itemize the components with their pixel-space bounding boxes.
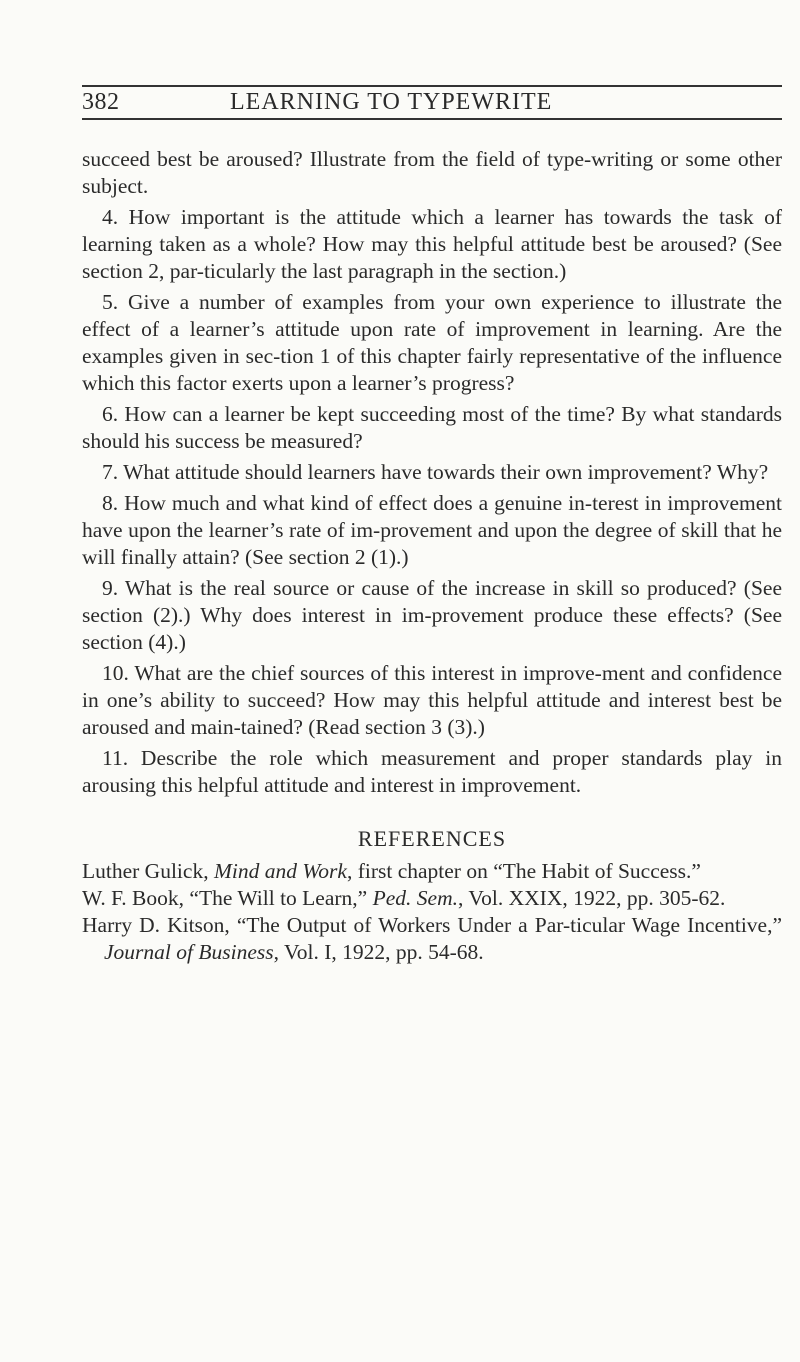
references-heading: REFERENCES [357, 826, 507, 851]
question-5: 5. Give a number of examples from your own experience to illustrate the effect of a learner’s attitude upon rate of improvement in learning. Are the examples given in sec-tion 1 of this chapter fairly representative of the influence which this factor exerts upon a learner’s progress? [82, 290, 782, 395]
paragraph-continuation: succeed best be aroused? Illustrate from the field of type-writing or some other subject. [82, 147, 782, 198]
reference-details: , Vol. XXIX, 1922, pp. 305-62. [457, 886, 726, 910]
question-6: 6. How can a learner be kept succeeding most of the time? By what standards should his success be measured? [82, 402, 782, 453]
question-11: 11. Describe the role which measurement and proper standards play in arousing this helpful attitude and interest in improvement. [82, 746, 782, 797]
reference-item [82, 885, 782, 912]
header-bottom-rule [82, 118, 782, 120]
reference-title: Mind and Work [213, 859, 347, 883]
question-8: 8. How much and what kind of effect does a genuine in-terest in improvement have upon the learner’s rate of im-provement and upon the degree of skill that he will finally attain? (See section 2 (1).) [82, 491, 782, 569]
page-body [82, 146, 782, 966]
reference-author: W. F. Book, “The Will to Learn,” [82, 886, 373, 910]
reference-item [82, 912, 782, 966]
reference-title: Ped. Sem. [372, 886, 458, 910]
header-top-rule [82, 85, 782, 87]
page-number: 382 [82, 89, 120, 115]
reference-author: Harry D. Kitson, “The Output of Workers Under a Par-ticular Wage Incentive,” [82, 913, 782, 937]
reference-author: Luther Gulick, [82, 859, 214, 883]
running-title: LEARNING TO TYPEWRITE [230, 89, 553, 115]
reference-details: , first chapter on “The Habit of Success.” [346, 859, 701, 883]
book-page [82, 72, 782, 964]
question-10: 10. What are the chief sources of this interest in improve-ment and confidence in one’s ability to succeed? How may this helpful attitude and interest best be aroused and main-tained? (Read section 3 (3).) [82, 661, 782, 739]
reference-item [82, 858, 782, 885]
reference-title: Journal of Business [104, 940, 274, 964]
question-9: 9. What is the real source or cause of the increase in skill so produced? (See section (2).) Why does interest in im-provement produce these effects? (See section (4).) [82, 576, 782, 654]
question-4: 4. How important is the attitude which a learner has towards the task of learning taken as a whole? How may this helpful attitude best be aroused? (See section 2, par-ticularly the last paragraph in the section.) [82, 205, 782, 283]
reference-details: , Vol. I, 1922, pp. 54-68. [273, 940, 484, 964]
question-7: 7. What attitude should learners have towards their own improvement? Why? [102, 460, 769, 484]
page-header [82, 72, 782, 114]
